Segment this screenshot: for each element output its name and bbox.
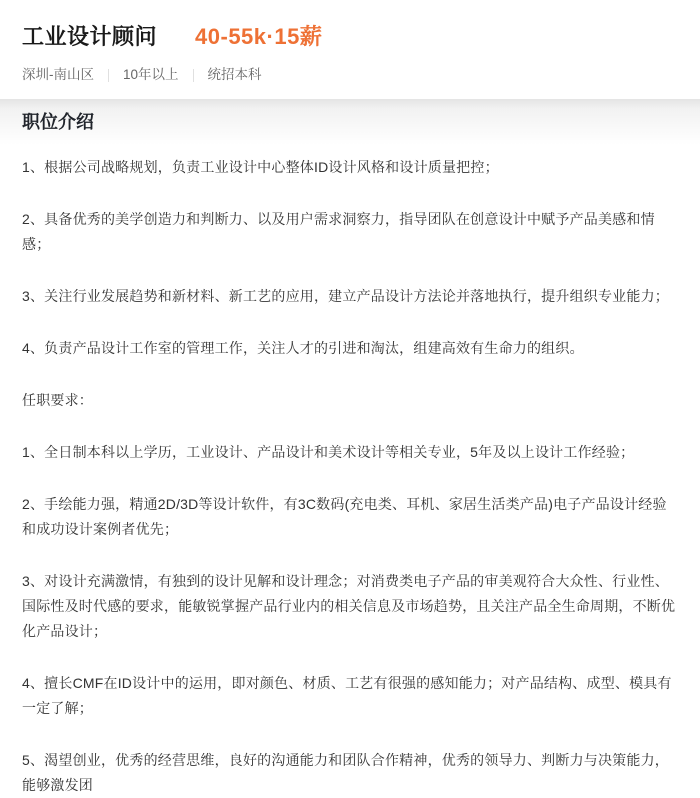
description-paragraph: 1、根据公司战略规划，负责工业设计中心整体ID设计风格和设计质量把控； xyxy=(22,159,499,175)
job-meta-row xyxy=(22,67,678,83)
requirement-paragraph: 5、渴望创业，优秀的经营思维，良好的沟通能力和团队合作精神，优秀的领导力、判断力与决策能力，能够激发团 xyxy=(22,752,669,793)
job-salary: 40-55k·15薪 xyxy=(195,24,323,49)
requirements-heading: 任职要求： xyxy=(22,392,93,408)
requirement-paragraph: 2、手绘能力强，精通2D/3D等设计软件，有3C数码(充电类、耳机、家居生活类产品)电子产品设计经验和成功设计案例者优先； xyxy=(22,496,667,537)
meta-divider xyxy=(108,69,109,82)
job-education: 统招本科 xyxy=(207,67,262,82)
description-paragraph: 3、关注行业发展趋势和新材料、新工艺的应用，建立产品设计方法论并落地执行，提升组织专业能力； xyxy=(22,288,669,304)
description-paragraph: 4、负责产品设计工作室的管理工作，关注人才的引进和淘汰，组建高效有生命力的组织。 xyxy=(22,340,584,356)
section-title: 职位介绍 xyxy=(22,112,94,132)
job-experience: 10年以上 xyxy=(123,67,179,82)
job-title: 工业设计顾问 xyxy=(22,24,158,49)
requirement-paragraph: 1、全日制本科以上学历，工业设计、产品设计和美术设计等相关专业，5年及以上设计工作经验； xyxy=(22,444,635,460)
requirement-paragraph: 3、对设计充满激情，有独到的设计见解和设计理念；对消费类电子产品的审美观符合大众性、行业性、国际性及时代感的要求，能敏锐掌握产品行业内的相关信息及市场趋势，且关注产品全生命周期，不断优化产品设计； xyxy=(22,573,676,639)
description-paragraph: 2、具备优秀的美学创造力和判断力、以及用户需求洞察力，指导团队在创意设计中赋予产品美感和情感； xyxy=(22,211,655,252)
meta-divider xyxy=(193,69,194,82)
job-title-row xyxy=(22,25,678,49)
job-description-section xyxy=(0,99,700,798)
job-location: 深圳-南山区 xyxy=(22,67,94,82)
job-header xyxy=(0,0,700,99)
requirement-paragraph: 4、擅长CMF在ID设计中的运用，即对颜色、材质、工艺有很强的感知能力；对产品结构、成型、模具有一定了解； xyxy=(22,675,672,716)
